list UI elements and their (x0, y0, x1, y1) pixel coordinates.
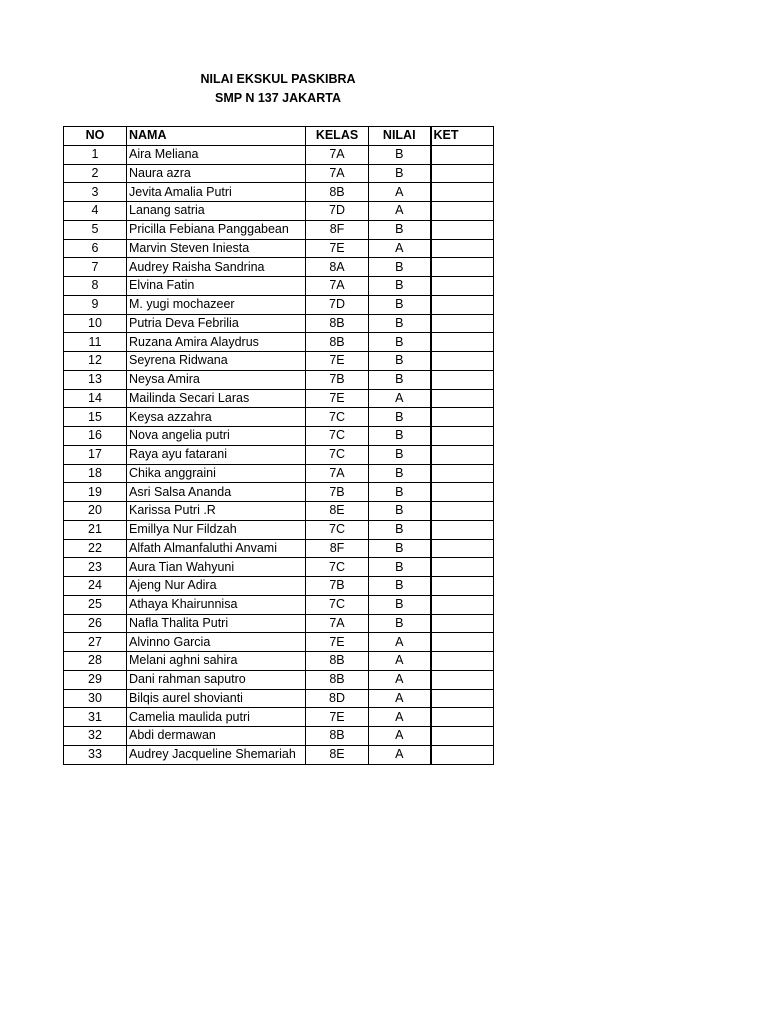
cell-nilai: B (369, 502, 431, 521)
cell-no: 32 (64, 727, 127, 746)
table-row (64, 558, 494, 577)
cell-kelas: 7C (306, 408, 369, 427)
cell-nilai: B (369, 164, 431, 183)
cell-ket (431, 314, 494, 333)
table-row (64, 183, 494, 202)
cell-ket (431, 708, 494, 727)
table-body (64, 145, 494, 764)
cell-nilai: A (369, 708, 431, 727)
cell-ket (431, 220, 494, 239)
cell-nilai: B (369, 370, 431, 389)
cell-ket (431, 577, 494, 596)
cell-nilai: A (369, 633, 431, 652)
cell-nilai: A (369, 239, 431, 258)
table-row (64, 370, 494, 389)
table-row (64, 633, 494, 652)
cell-no: 21 (64, 520, 127, 539)
cell-kelas: 7C (306, 558, 369, 577)
cell-kelas: 8E (306, 745, 369, 764)
cell-nama: Jevita Amalia Putri (127, 183, 306, 202)
table-row (64, 614, 494, 633)
cell-nama: Athaya Khairunnisa (127, 595, 306, 614)
cell-no: 2 (64, 164, 127, 183)
cell-kelas: 7C (306, 445, 369, 464)
table-row (64, 277, 494, 296)
cell-nilai: A (369, 389, 431, 408)
cell-nilai: B (369, 558, 431, 577)
cell-kelas: 8B (306, 333, 369, 352)
cell-kelas: 7B (306, 483, 369, 502)
cell-ket (431, 520, 494, 539)
cell-nilai: B (369, 408, 431, 427)
cell-nilai: B (369, 577, 431, 596)
cell-ket (431, 539, 494, 558)
table-row (64, 164, 494, 183)
cell-ket (431, 258, 494, 277)
cell-nama: Alfath Almanfaluthi Anvami (127, 539, 306, 558)
table-row (64, 745, 494, 764)
cell-nilai: B (369, 220, 431, 239)
cell-no: 16 (64, 427, 127, 446)
table-row (64, 258, 494, 277)
cell-nama: Melani aghni sahira (127, 652, 306, 671)
table-row (64, 220, 494, 239)
cell-nama: Putria Deva Febrilia (127, 314, 306, 333)
cell-ket (431, 389, 494, 408)
table-row (64, 577, 494, 596)
cell-nama: Nova angelia putri (127, 427, 306, 446)
table-row (64, 652, 494, 671)
cell-ket (431, 595, 494, 614)
grades-table (63, 126, 494, 765)
cell-kelas: 8B (306, 670, 369, 689)
cell-nilai: B (369, 520, 431, 539)
table-row (64, 314, 494, 333)
header-nama: NAMA (127, 127, 306, 146)
header-nilai: NILAI (369, 127, 431, 146)
cell-ket (431, 370, 494, 389)
cell-nama: Naura azra (127, 164, 306, 183)
cell-no: 10 (64, 314, 127, 333)
table-row (64, 727, 494, 746)
school-name: SMP N 137 JAKARTA (215, 91, 341, 105)
cell-ket (431, 295, 494, 314)
cell-no: 25 (64, 595, 127, 614)
cell-no: 12 (64, 352, 127, 371)
cell-kelas: 7B (306, 577, 369, 596)
cell-ket (431, 727, 494, 746)
cell-no: 4 (64, 202, 127, 221)
table-row (64, 202, 494, 221)
cell-nilai: B (369, 352, 431, 371)
cell-kelas: 7A (306, 614, 369, 633)
cell-nama: Dani rahman saputro (127, 670, 306, 689)
cell-ket (431, 502, 494, 521)
cell-nilai: A (369, 689, 431, 708)
table-row (64, 445, 494, 464)
cell-kelas: 7A (306, 145, 369, 164)
cell-no: 30 (64, 689, 127, 708)
table-row (64, 389, 494, 408)
cell-nilai: B (369, 258, 431, 277)
cell-nilai: B (369, 539, 431, 558)
table-row (64, 670, 494, 689)
cell-ket (431, 408, 494, 427)
cell-nama: Keysa azzahra (127, 408, 306, 427)
cell-kelas: 8D (306, 689, 369, 708)
cell-nama: Ajeng Nur Adira (127, 577, 306, 596)
cell-nama: M. yugi mochazeer (127, 295, 306, 314)
cell-ket (431, 745, 494, 764)
cell-kelas: 7E (306, 633, 369, 652)
cell-ket (431, 239, 494, 258)
cell-kelas: 7D (306, 202, 369, 221)
cell-nilai: B (369, 445, 431, 464)
cell-kelas: 7A (306, 464, 369, 483)
table-row (64, 333, 494, 352)
table-row (64, 295, 494, 314)
cell-ket (431, 652, 494, 671)
cell-no: 26 (64, 614, 127, 633)
header-no: NO (64, 127, 127, 146)
cell-nama: Abdi dermawan (127, 727, 306, 746)
cell-no: 6 (64, 239, 127, 258)
cell-kelas: 7E (306, 239, 369, 258)
cell-no: 5 (64, 220, 127, 239)
cell-nama: Raya ayu fatarani (127, 445, 306, 464)
cell-kelas: 7D (306, 295, 369, 314)
cell-nilai: A (369, 183, 431, 202)
cell-nama: Neysa Amira (127, 370, 306, 389)
cell-no: 23 (64, 558, 127, 577)
cell-kelas: 8B (306, 314, 369, 333)
cell-no: 24 (64, 577, 127, 596)
cell-no: 33 (64, 745, 127, 764)
cell-nilai: A (369, 202, 431, 221)
cell-nama: Karissa Putri .R (127, 502, 306, 521)
cell-ket (431, 183, 494, 202)
cell-no: 11 (64, 333, 127, 352)
table-row (64, 502, 494, 521)
cell-nilai: B (369, 595, 431, 614)
cell-nilai: B (369, 145, 431, 164)
cell-no: 18 (64, 464, 127, 483)
cell-ket (431, 277, 494, 296)
cell-nama: Marvin Steven Iniesta (127, 239, 306, 258)
table-row (64, 520, 494, 539)
cell-nama: Asri Salsa Ananda (127, 483, 306, 502)
cell-nilai: B (369, 483, 431, 502)
document-title: NILAI EKSKUL PASKIBRA (200, 72, 356, 86)
cell-no: 7 (64, 258, 127, 277)
cell-no: 28 (64, 652, 127, 671)
cell-kelas: 8B (306, 727, 369, 746)
cell-ket (431, 202, 494, 221)
cell-nama: Seyrena Ridwana (127, 352, 306, 371)
table-row (64, 539, 494, 558)
cell-no: 31 (64, 708, 127, 727)
table-row (64, 408, 494, 427)
header-ket: KET (431, 127, 494, 146)
cell-ket (431, 445, 494, 464)
cell-ket (431, 164, 494, 183)
table-row (64, 708, 494, 727)
cell-kelas: 8E (306, 502, 369, 521)
cell-nama: Audrey Raisha Sandrina (127, 258, 306, 277)
cell-no: 29 (64, 670, 127, 689)
cell-nilai: B (369, 314, 431, 333)
cell-kelas: 7C (306, 427, 369, 446)
cell-nama: Aira Meliana (127, 145, 306, 164)
cell-nama: Alvinno Garcia (127, 633, 306, 652)
cell-nama: Pricilla Febiana Panggabean (127, 220, 306, 239)
cell-kelas: 8B (306, 652, 369, 671)
cell-no: 22 (64, 539, 127, 558)
cell-ket (431, 689, 494, 708)
cell-nilai: B (369, 614, 431, 633)
cell-nilai: B (369, 277, 431, 296)
table-row (64, 239, 494, 258)
table-row (64, 427, 494, 446)
table-row (64, 464, 494, 483)
cell-kelas: 7E (306, 708, 369, 727)
table-row (64, 352, 494, 371)
cell-ket (431, 145, 494, 164)
cell-nama: Lanang satria (127, 202, 306, 221)
cell-no: 17 (64, 445, 127, 464)
cell-nama: Audrey Jacqueline Shemariah (127, 745, 306, 764)
cell-nama: Nafla Thalita Putri (127, 614, 306, 633)
table-header-row (64, 127, 494, 146)
cell-nama: Mailinda Secari Laras (127, 389, 306, 408)
cell-nilai: B (369, 333, 431, 352)
cell-nilai: A (369, 670, 431, 689)
cell-nama: Elvina Fatin (127, 277, 306, 296)
cell-nilai: A (369, 745, 431, 764)
cell-no: 20 (64, 502, 127, 521)
header-kelas: KELAS (306, 127, 369, 146)
cell-kelas: 8F (306, 539, 369, 558)
cell-nilai: A (369, 652, 431, 671)
cell-nilai: B (369, 295, 431, 314)
cell-kelas: 8F (306, 220, 369, 239)
cell-kelas: 7B (306, 370, 369, 389)
cell-kelas: 7C (306, 520, 369, 539)
cell-nilai: B (369, 464, 431, 483)
cell-ket (431, 483, 494, 502)
cell-kelas: 8B (306, 183, 369, 202)
cell-ket (431, 558, 494, 577)
cell-ket (431, 614, 494, 633)
cell-ket (431, 352, 494, 371)
cell-ket (431, 333, 494, 352)
cell-ket (431, 464, 494, 483)
cell-kelas: 8A (306, 258, 369, 277)
cell-kelas: 7C (306, 595, 369, 614)
table-row (64, 689, 494, 708)
cell-nama: Camelia maulida putri (127, 708, 306, 727)
cell-ket (431, 670, 494, 689)
cell-no: 15 (64, 408, 127, 427)
cell-kelas: 7E (306, 352, 369, 371)
cell-no: 3 (64, 183, 127, 202)
table-row (64, 595, 494, 614)
cell-no: 14 (64, 389, 127, 408)
table-row (64, 145, 494, 164)
cell-kelas: 7A (306, 164, 369, 183)
cell-nilai: A (369, 727, 431, 746)
cell-no: 8 (64, 277, 127, 296)
cell-no: 27 (64, 633, 127, 652)
cell-no: 9 (64, 295, 127, 314)
table-row (64, 483, 494, 502)
cell-no: 13 (64, 370, 127, 389)
cell-ket (431, 427, 494, 446)
cell-nama: Bilqis aurel shovianti (127, 689, 306, 708)
cell-kelas: 7E (306, 389, 369, 408)
cell-ket (431, 633, 494, 652)
cell-nama: Aura Tian Wahyuni (127, 558, 306, 577)
cell-nama: Ruzana Amira Alaydrus (127, 333, 306, 352)
cell-nilai: B (369, 427, 431, 446)
cell-no: 1 (64, 145, 127, 164)
cell-no: 19 (64, 483, 127, 502)
cell-nama: Chika anggraini (127, 464, 306, 483)
cell-nama: Emillya Nur Fildzah (127, 520, 306, 539)
cell-kelas: 7A (306, 277, 369, 296)
